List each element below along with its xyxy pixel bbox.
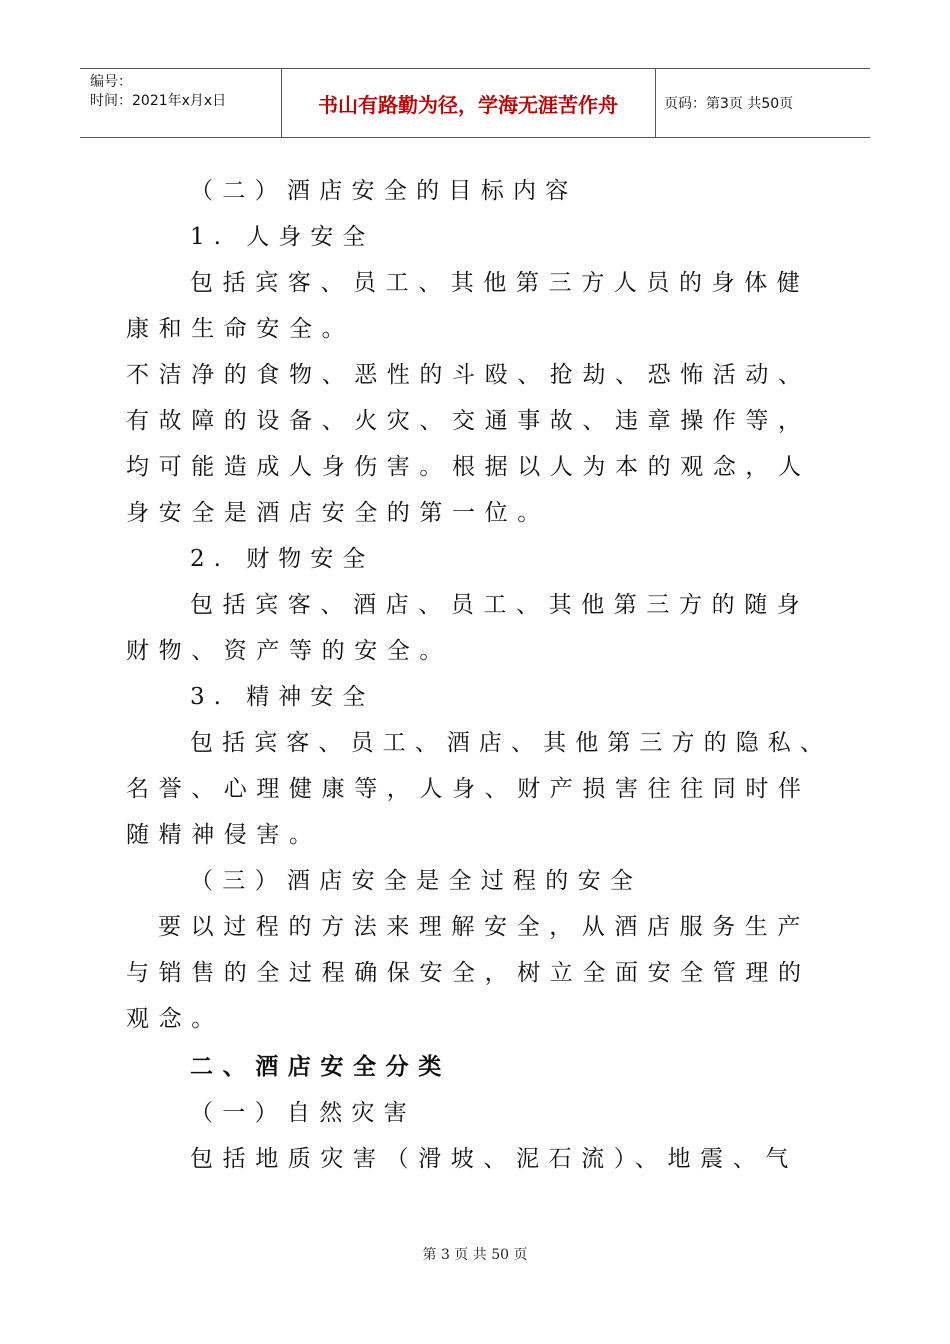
page-header — [80, 68, 870, 138]
header-motto: 书山有路勤为径，学海无涯苦作舟 — [318, 92, 618, 117]
section-heading: （一）自然灾害 — [190, 1100, 417, 1126]
paragraph-line: 包括宾客、员工、其他第三方人员的身体健 — [190, 270, 810, 296]
number-label: 编号： — [90, 74, 132, 90]
paragraph-line: 随精神侵害。 — [126, 822, 322, 848]
header-meta — [90, 73, 280, 111]
paragraph-line: 包括宾客、酒店、员工、其他第三方的随身 — [190, 592, 810, 618]
time-label: 时间：2021年x月x日 — [90, 93, 227, 109]
subheading: 1. 人身安全 — [190, 224, 375, 250]
paragraph-line: 不洁净的食物、恶性的斗殴、抢劫、恐怖活动、 — [126, 362, 811, 388]
paragraph-line: 与销售的全过程确保安全，树立全面安全管理的 — [126, 960, 811, 986]
paragraph-line: 包括地质灾害（滑坡、泥石流）、地震、气 — [190, 1146, 798, 1172]
paragraph-line: 有故障的设备、火灾、交通事故、违章操作等， — [126, 408, 811, 434]
section-heading: （二）酒店安全的目标内容 — [190, 178, 578, 204]
paragraph-line: 观念。 — [126, 1006, 224, 1032]
paragraph-line: 名誉、心理健康等，人身、财产损害往往同时伴 — [126, 776, 811, 802]
page-footer: 第 3 页 共 50 页 — [422, 1247, 528, 1263]
paragraph-line: 财物、资产等的安全。 — [126, 638, 452, 664]
section-heading: （三）酒店安全是全过程的安全 — [190, 868, 643, 894]
paragraph-line: 身安全是酒店安全的第一位。 — [126, 500, 550, 526]
header-page-code: 页码：第3页 共50页 — [664, 96, 794, 112]
subheading: 3. 精神安全 — [190, 684, 375, 710]
paragraph-line: 要以过程的方法来理解安全，从酒店服务生产 — [158, 914, 810, 940]
paragraph-line: 均可能造成人身伤害。根据以人为本的观念，人 — [126, 454, 811, 480]
paragraph-line: 包括宾客、员工、酒店、其他第三方的隐私、 — [190, 730, 832, 756]
chapter-heading: 二、酒店安全分类 — [190, 1053, 451, 1080]
paragraph-line: 康和生命安全。 — [126, 316, 355, 342]
subheading: 2. 财物安全 — [190, 546, 375, 572]
header-divider — [655, 69, 656, 137]
